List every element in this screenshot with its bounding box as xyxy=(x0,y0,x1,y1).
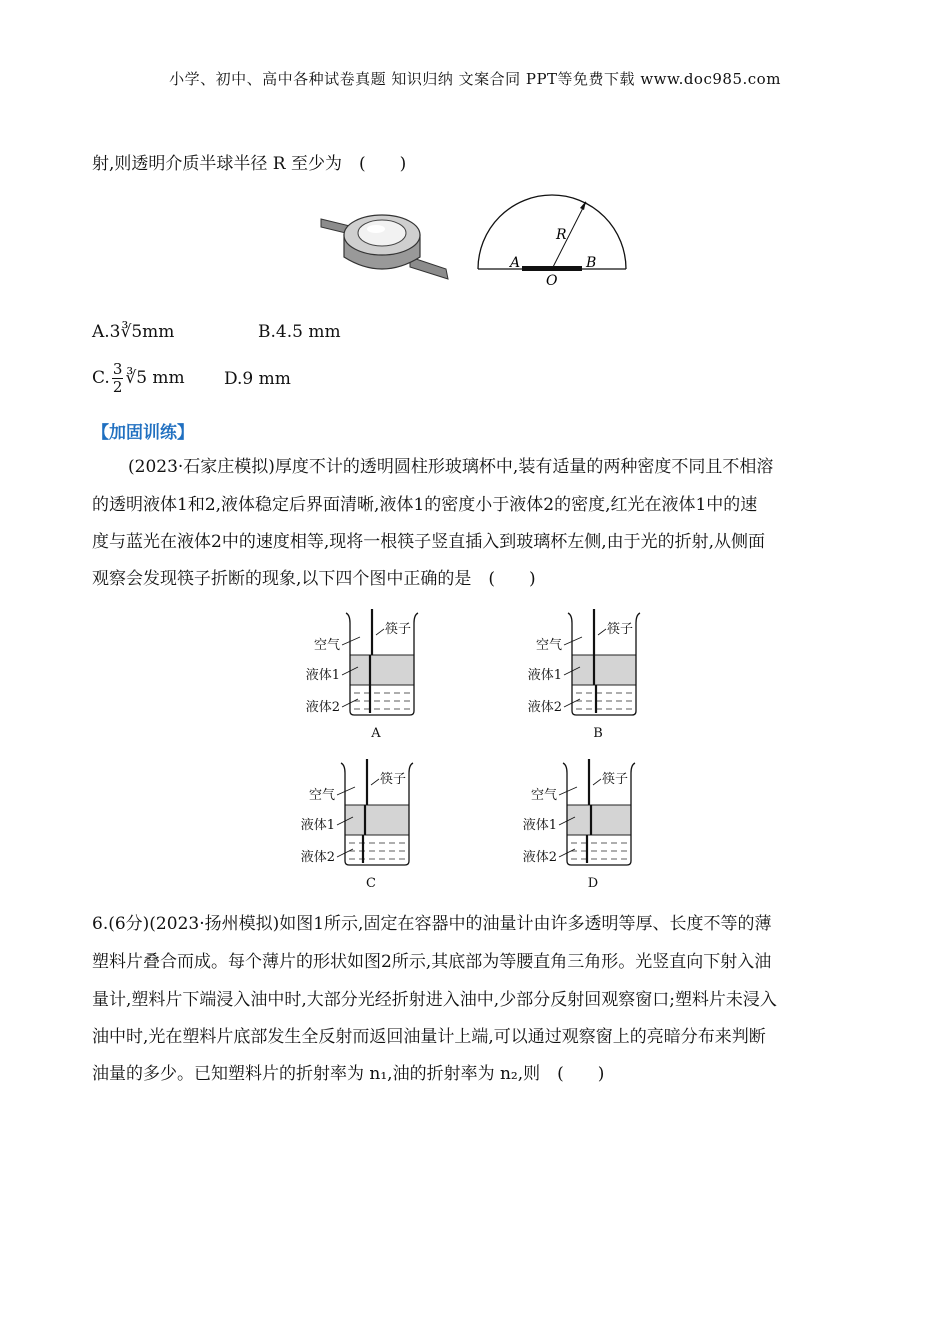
figure-letter-c: C xyxy=(366,876,376,891)
fraction-numerator: 3 xyxy=(112,359,123,378)
leader-line xyxy=(559,787,577,795)
leader-line xyxy=(564,637,582,645)
label-O: O xyxy=(546,273,558,289)
label-liquid-2: 液体2 xyxy=(527,700,562,715)
option-a: A.3∛5mm xyxy=(92,322,175,342)
q6-line-2: 塑料片叠合而成。每个薄片的形状如图2所示,其底部为等腰直角三角形。光竖直向下射入油 xyxy=(92,952,772,972)
reinforce-line-1: (2023·石家庄模拟)厚度不计的透明圆柱形玻璃杯中,装有适量的两种密度不同且不相溶 xyxy=(128,457,774,477)
option-b: B.4.5 mm xyxy=(258,322,341,342)
option-c xyxy=(92,358,185,398)
leader-line xyxy=(337,787,355,795)
reinforce-line-3: 度与蓝光在液体2中的速度相等,现将一根筷子竖直插入到玻璃杯左侧,由于光的折射,从侧面 xyxy=(92,532,766,552)
q6-line-4: 油中时,光在塑料片底部发生全反射而返回油量计上端,可以通过观察窗上的亮暗分布来判断 xyxy=(92,1027,766,1047)
label-chopstick: 筷子 xyxy=(607,622,634,637)
option-c-rest: ∛5 mm xyxy=(125,368,185,388)
liquid-1-layer xyxy=(572,655,636,685)
liquid-1-layer xyxy=(350,655,414,685)
q6-line-5: 油量的多少。已知塑料片的折射率为 n₁,油的折射率为 n₂,则 ( ) xyxy=(92,1064,605,1084)
label-chopstick: 筷子 xyxy=(385,622,412,637)
figure-letter-d: D xyxy=(587,876,599,891)
label-R: R xyxy=(556,227,567,243)
leader-line xyxy=(593,779,601,785)
led-photo xyxy=(318,205,453,285)
label-liquid-1: 液体1 xyxy=(522,818,557,833)
page-header: 小学、初中、高中各种试卷真题 知识归纳 文案合同 PPT等免费下载 www.doc985.com xyxy=(169,70,781,88)
q6-line-1: 6.(6分)(2023·扬州模拟)如图1所示,固定在容器中的油量计由许多透明等厚、长度不等的薄 xyxy=(92,914,772,934)
option-c-fraction xyxy=(112,361,124,396)
label-liquid-2: 液体2 xyxy=(522,850,557,865)
beaker-svg xyxy=(300,605,680,895)
label-chopstick: 筷子 xyxy=(602,772,629,787)
reinforce-line-4: 观察会发现筷子折断的现象,以下四个图中正确的是 ( ) xyxy=(92,569,536,589)
hemisphere-arc xyxy=(478,195,626,269)
leader-line xyxy=(342,637,360,645)
q6-line-3: 量计,塑料片下端浸入油中时,大部分光经折射进入油中,少部分反射回观察窗口;塑料片未浸入 xyxy=(92,990,777,1010)
radius-arrow xyxy=(580,201,586,210)
label-liquid-1: 液体1 xyxy=(305,668,340,683)
figure-letter-a: A xyxy=(371,726,381,741)
label-A: A xyxy=(510,255,521,271)
label-liquid-2: 液体2 xyxy=(305,700,340,715)
label-air: 空气 xyxy=(308,788,335,803)
label-liquid-1: 液体1 xyxy=(527,668,562,683)
label-B: B xyxy=(586,255,597,271)
label-air: 空气 xyxy=(535,638,562,653)
label-chopstick: 筷子 xyxy=(380,772,407,787)
option-d: D.9 mm xyxy=(224,369,291,389)
leader-line xyxy=(598,629,606,635)
label-liquid-1: 液体1 xyxy=(300,818,335,833)
fraction-denominator: 2 xyxy=(112,377,123,396)
liquid-1-layer xyxy=(567,805,631,835)
hemisphere-diagram xyxy=(470,185,635,290)
label-air: 空气 xyxy=(530,788,557,803)
reinforce-line-2: 的透明液体1和2,液体稳定后界面清晰,液体1的密度小于液体2的密度,红光在液体1中的速 xyxy=(92,495,758,515)
reinforce-tag: 【加固训练】 xyxy=(92,423,194,443)
figure-letter-b: B xyxy=(593,726,603,741)
leader-line xyxy=(376,629,384,635)
liquid-1-layer xyxy=(345,805,409,835)
option-c-prefix: C. xyxy=(92,368,110,388)
label-liquid-2: 液体2 xyxy=(300,850,335,865)
label-air: 空气 xyxy=(313,638,340,653)
beaker-figures xyxy=(300,605,680,895)
leader-line xyxy=(371,779,379,785)
question-5-line: 射,则透明介质半球半径 R 至少为 ( ) xyxy=(92,154,407,174)
